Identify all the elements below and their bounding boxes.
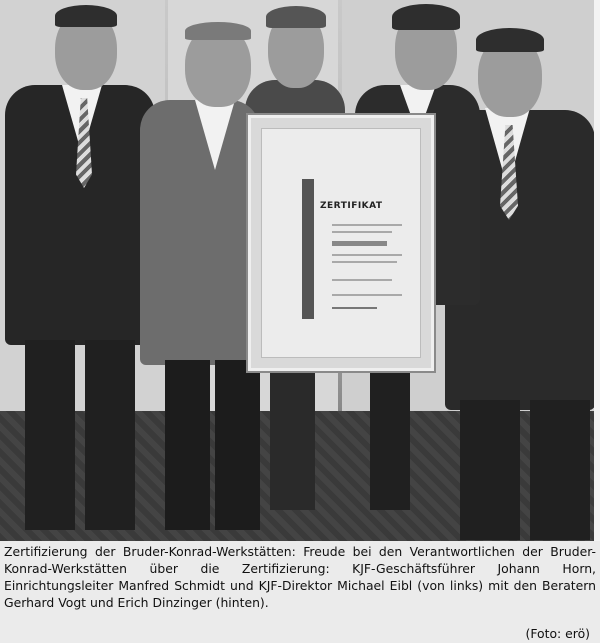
certificate-text-line [332, 241, 387, 246]
photo-caption: Zertifizierung der Bruder-Konrad-Werkstätten: Freude bei den Verantwortlichen der Bruder-Konrad-Werkstätten über die Zertifizierung: KJF-Geschäftsführer Johann Horn, Einrichtungsleiter Manfred Schmidt und KJF-Direktor Michael Eibl (von links) mit den Beratern Gerhard Vogt und Erich Dinzinger (hinten). [4, 544, 596, 610]
certificate-signature [332, 307, 377, 309]
certificate-text-line [332, 254, 402, 256]
certificate-stripe [302, 179, 314, 319]
person-2 [135, 0, 265, 541]
certificate-text-line [332, 279, 392, 281]
certificate-text-line [332, 294, 402, 296]
certificate-frame [248, 115, 434, 371]
certificate-text-line [332, 224, 402, 226]
certificate-text-line [332, 231, 392, 233]
photo-credit: (Foto: erö) [525, 626, 590, 641]
certificate-text-line [332, 261, 397, 263]
certificate-title: ZERTIFIKAT [320, 201, 383, 211]
certificate [261, 128, 421, 358]
